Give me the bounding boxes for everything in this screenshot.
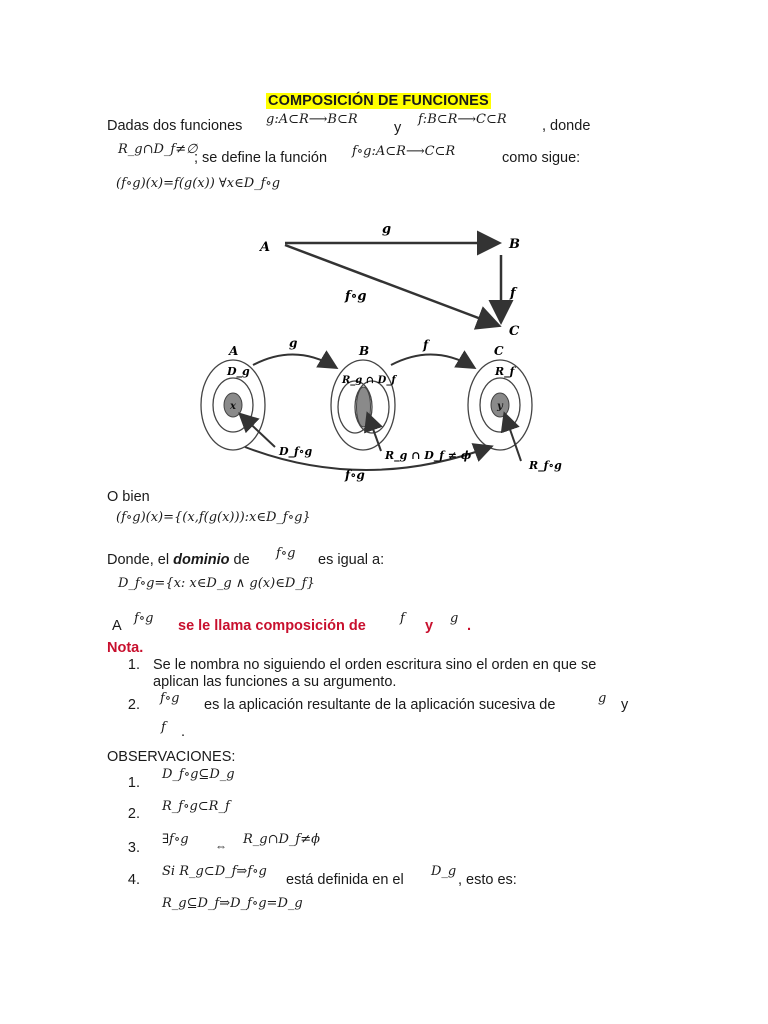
set-label-RgDf: R_g ∩ D_f — [342, 375, 396, 386]
set-label-Rfog: R_f∘g — [529, 459, 562, 472]
obs4-Dg: D_g — [431, 864, 457, 879]
obs4-text: está definida en el — [286, 872, 404, 888]
tri-label-fog: f∘g — [345, 289, 367, 304]
nota-item2-y: y — [621, 697, 629, 713]
comp-fog: f∘g — [134, 611, 154, 626]
pointer-dfog — [241, 415, 275, 447]
f-definition: f:B⊂R⟶C⊂R — [418, 112, 507, 127]
comp-dot: . — [467, 618, 472, 634]
tri-label-A: A — [260, 240, 271, 255]
obs3-formula-b: R_g∩D_f≠ϕ — [243, 832, 320, 847]
set-label-Dfog: D_f∘g — [279, 445, 313, 458]
curve-g — [253, 354, 335, 367]
obs3-num: 3. — [127, 840, 140, 856]
conj-y: y — [394, 120, 402, 136]
curve-f — [391, 354, 473, 367]
set-label-x: x — [230, 401, 236, 412]
set-label-cond: R_g ∩ D_f ≠ ϕ — [385, 449, 472, 462]
nota-heading: Nota. — [107, 640, 144, 656]
nota-item2-f: f — [161, 720, 166, 735]
obs4-formula-a: Si R_g⊂D_f⇒f∘g — [162, 864, 267, 879]
g-definition: g:A⊂R⟶B⊂R — [266, 112, 358, 127]
obien-label: O bien — [107, 489, 150, 505]
dominio-formula: D_f∘g={x: x∈D_g ∧ g(x)∈D_f} — [118, 576, 315, 591]
dominio-line — [107, 552, 250, 568]
como-sigue: como sigue: — [502, 150, 581, 166]
sets-diagram — [201, 336, 562, 482]
tri-label-B: B — [509, 237, 520, 252]
obs4-formula-b: R_g⊆D_f⇒D_f∘g=D_g — [162, 896, 303, 911]
composition-formula: (f∘g)(x)=f(g(x)) ∀x∈D_f∘g — [116, 176, 281, 191]
pointer-rfog — [505, 415, 521, 461]
nota-item1-line1: Se le nombra no siguiendo el orden escritura sino el orden en que se — [153, 657, 597, 673]
obs4-suffix: , esto es: — [458, 872, 517, 888]
obien-formula: (f∘g)(x)={(x,f(g(x))):x∈D_f∘g} — [116, 510, 311, 525]
set-label-g: g — [289, 336, 298, 350]
define-text: ; se define la función — [194, 150, 328, 166]
comp-f: f — [400, 611, 405, 626]
tri-label-f: f — [510, 286, 516, 301]
comp-y: y — [425, 618, 434, 634]
obs-heading: OBSERVACIONES: — [107, 749, 236, 765]
composition-diagram — [195, 215, 575, 495]
dominio-suffix: es igual a: — [318, 552, 385, 568]
arrow-fog — [285, 245, 497, 325]
intro-prefix: Dadas dos funciones — [107, 118, 243, 134]
nota-item2-text: es la aplicación resultante de la aplicación sucesiva de — [204, 697, 556, 713]
comp-text: se le llama composición de — [178, 618, 366, 634]
dominio-fog: f∘g — [276, 546, 296, 561]
obs1-num: 1. — [127, 775, 140, 791]
dominio-de: de — [233, 552, 250, 568]
set-label-A: A — [229, 344, 239, 358]
nota-item2-num: 2. — [127, 697, 140, 713]
nota-item1-line2: aplican las funciones a su argumento. — [153, 674, 397, 690]
obs3-iff: ⇔ — [215, 839, 227, 853]
tri-label-g: g — [382, 222, 392, 237]
nota-item2-dot: . — [181, 724, 186, 740]
page-title: COMPOSICIÓN DE FUNCIONES — [268, 93, 489, 109]
nota-item2-fog: f∘g — [160, 691, 180, 706]
set-B-intersection — [357, 387, 371, 427]
set-label-Rf: R_f — [495, 365, 515, 378]
obs1-formula: D_f∘g⊆D_g — [162, 767, 235, 782]
set-label-Dg: D_g — [227, 365, 250, 378]
dominio-word: dominio — [173, 552, 230, 568]
triangle-diagram — [258, 222, 520, 339]
obs4-num: 4. — [127, 872, 140, 888]
set-label-C: C — [494, 344, 504, 358]
obs2-num: 2. — [127, 806, 140, 822]
nota-item1-num: 1. — [127, 657, 140, 673]
fog-definition: f∘g:A⊂R⟶C⊂R — [352, 144, 456, 159]
comp-g: g — [450, 611, 459, 626]
obs3-formula-a: ∃f∘g — [162, 832, 189, 847]
tri-label-C: C — [509, 324, 520, 339]
nota-item2-g: g — [598, 691, 607, 706]
condition-formula: R_g∩D_f≠∅ — [118, 142, 198, 157]
set-label-f: f — [423, 338, 429, 352]
dominio-prefix: Donde, el — [107, 552, 170, 568]
obs2-formula: R_f∘g⊂R_f — [162, 799, 230, 814]
set-label-fog: f∘g — [345, 468, 365, 482]
set-label-y: y — [497, 401, 503, 412]
comp-A: A — [112, 618, 122, 634]
set-label-B: B — [359, 344, 370, 358]
intro-suffix: , donde — [542, 118, 591, 134]
